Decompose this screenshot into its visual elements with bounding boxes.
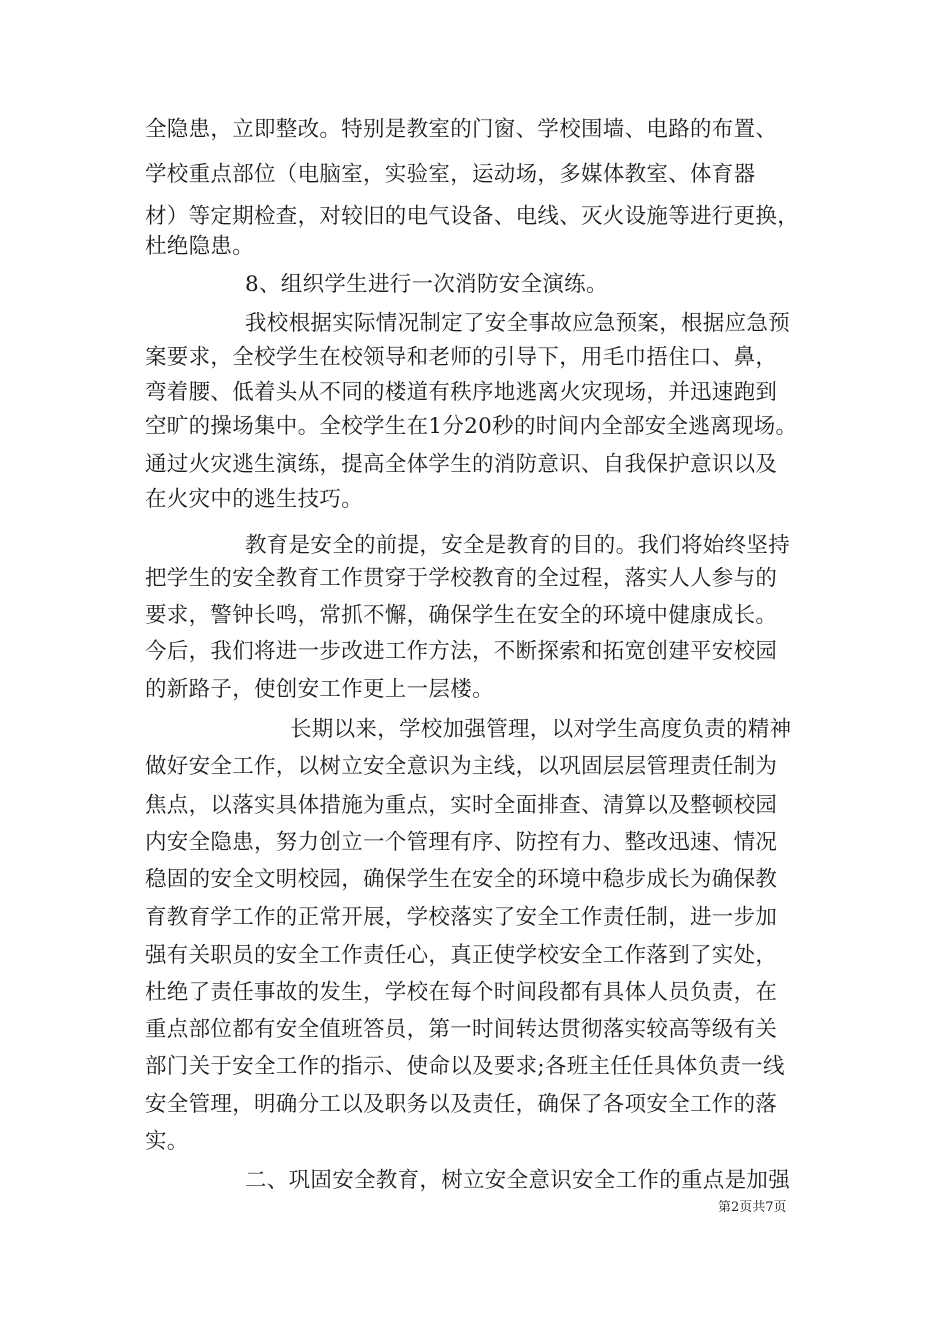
text-line: 在火灾中的逃生技巧。 [145, 487, 364, 512]
section-heading: 二、巩固安全教育，树立安全意识安全工作的重点是加强 [245, 1168, 791, 1193]
text-line: 强有关职员的安全工作责任心，真正使学校安全工作落到了实处， [145, 943, 778, 968]
text-line: 安全管理，明确分工以及职务以及责任，确保了各项安全工作的落 [145, 1092, 778, 1117]
text-line: 的新路子，使创安工作更上一层楼。 [145, 677, 494, 702]
text-line: 材）等定期检查，对较旧的电气设备、电线、灭火设施等进行更换， [145, 204, 800, 229]
paragraph-start: 长期以来，学校加强管理，以对学生高度负责的精神 [290, 717, 792, 742]
section-heading: 8、组织学生进行一次消防安全演练。 [245, 272, 608, 297]
page-number-footer: 第2页共7页 [718, 1200, 787, 1215]
text-line: 通过火灾逃生演练，提高全体学生的消防意识、自我保护意识以及 [145, 452, 778, 477]
text-line: 空旷的操场集中。全校学生在1分20秒的时间内全部安全逃离现场。 [145, 414, 798, 439]
text-line: 实。 [145, 1129, 189, 1154]
text-line: 弯着腰、低着头从不同的楼道有秩序地逃离火灾现场，并迅速跑到 [145, 380, 778, 405]
text-line: 育教育学工作的正常开展，学校落实了安全工作责任制，进一步加 [145, 905, 778, 930]
text-line: 把学生的安全教育工作贯穿于学校教育的全过程，落实人人参与的 [145, 566, 778, 591]
text-line: 全隐患，立即整改。特别是教室的门窗、学校围墙、电路的布置、 [145, 117, 778, 142]
text-line: 杜绝了责任事故的发生，学校在每个时间段都有具体人员负责，在 [145, 980, 778, 1005]
text-line: 案要求，全校学生在校领导和老师的引导下，用毛巾捂住口、鼻， [145, 345, 778, 370]
text-line: 内安全隐患，努力创立一个管理有序、防控有力、整改迅速、情况 [145, 830, 778, 855]
text-line: 重点部位都有安全值班答员，第一时间转达贯彻落实较高等级有关 [145, 1017, 778, 1042]
text-line: 稳固的安全文明校园，确保学生在安全的环境中稳步成长为确保教 [145, 867, 778, 892]
text-line: 今后，我们将进一步改进工作方法，不断探索和拓宽创建平安校园 [145, 639, 778, 664]
paragraph-start: 教育是安全的前提，安全是教育的目的。我们将始终坚持 [245, 533, 791, 558]
text-line: 要求，警钟长鸣，常抓不懈，确保学生在安全的环境中健康成长。 [145, 603, 778, 628]
text-line: 焦点，以落实具体措施为重点，实时全面排查、清算以及整顿校园 [145, 793, 778, 818]
text-line: 杜绝隐患。 [145, 234, 255, 259]
text-line: 部门关于安全工作的指示、使命以及要求;各班主任任具体负责一线 [145, 1054, 785, 1079]
paragraph-start: 我校根据实际情况制定了安全事故应急预案，根据应急预 [245, 311, 791, 336]
text-line: 学校重点部位（电脑室，实验室，运动场，多媒体教室、体育器 [145, 162, 756, 187]
text-line: 做好安全工作，以树立安全意识为主线，以巩固层层管理责任制为 [145, 754, 778, 779]
